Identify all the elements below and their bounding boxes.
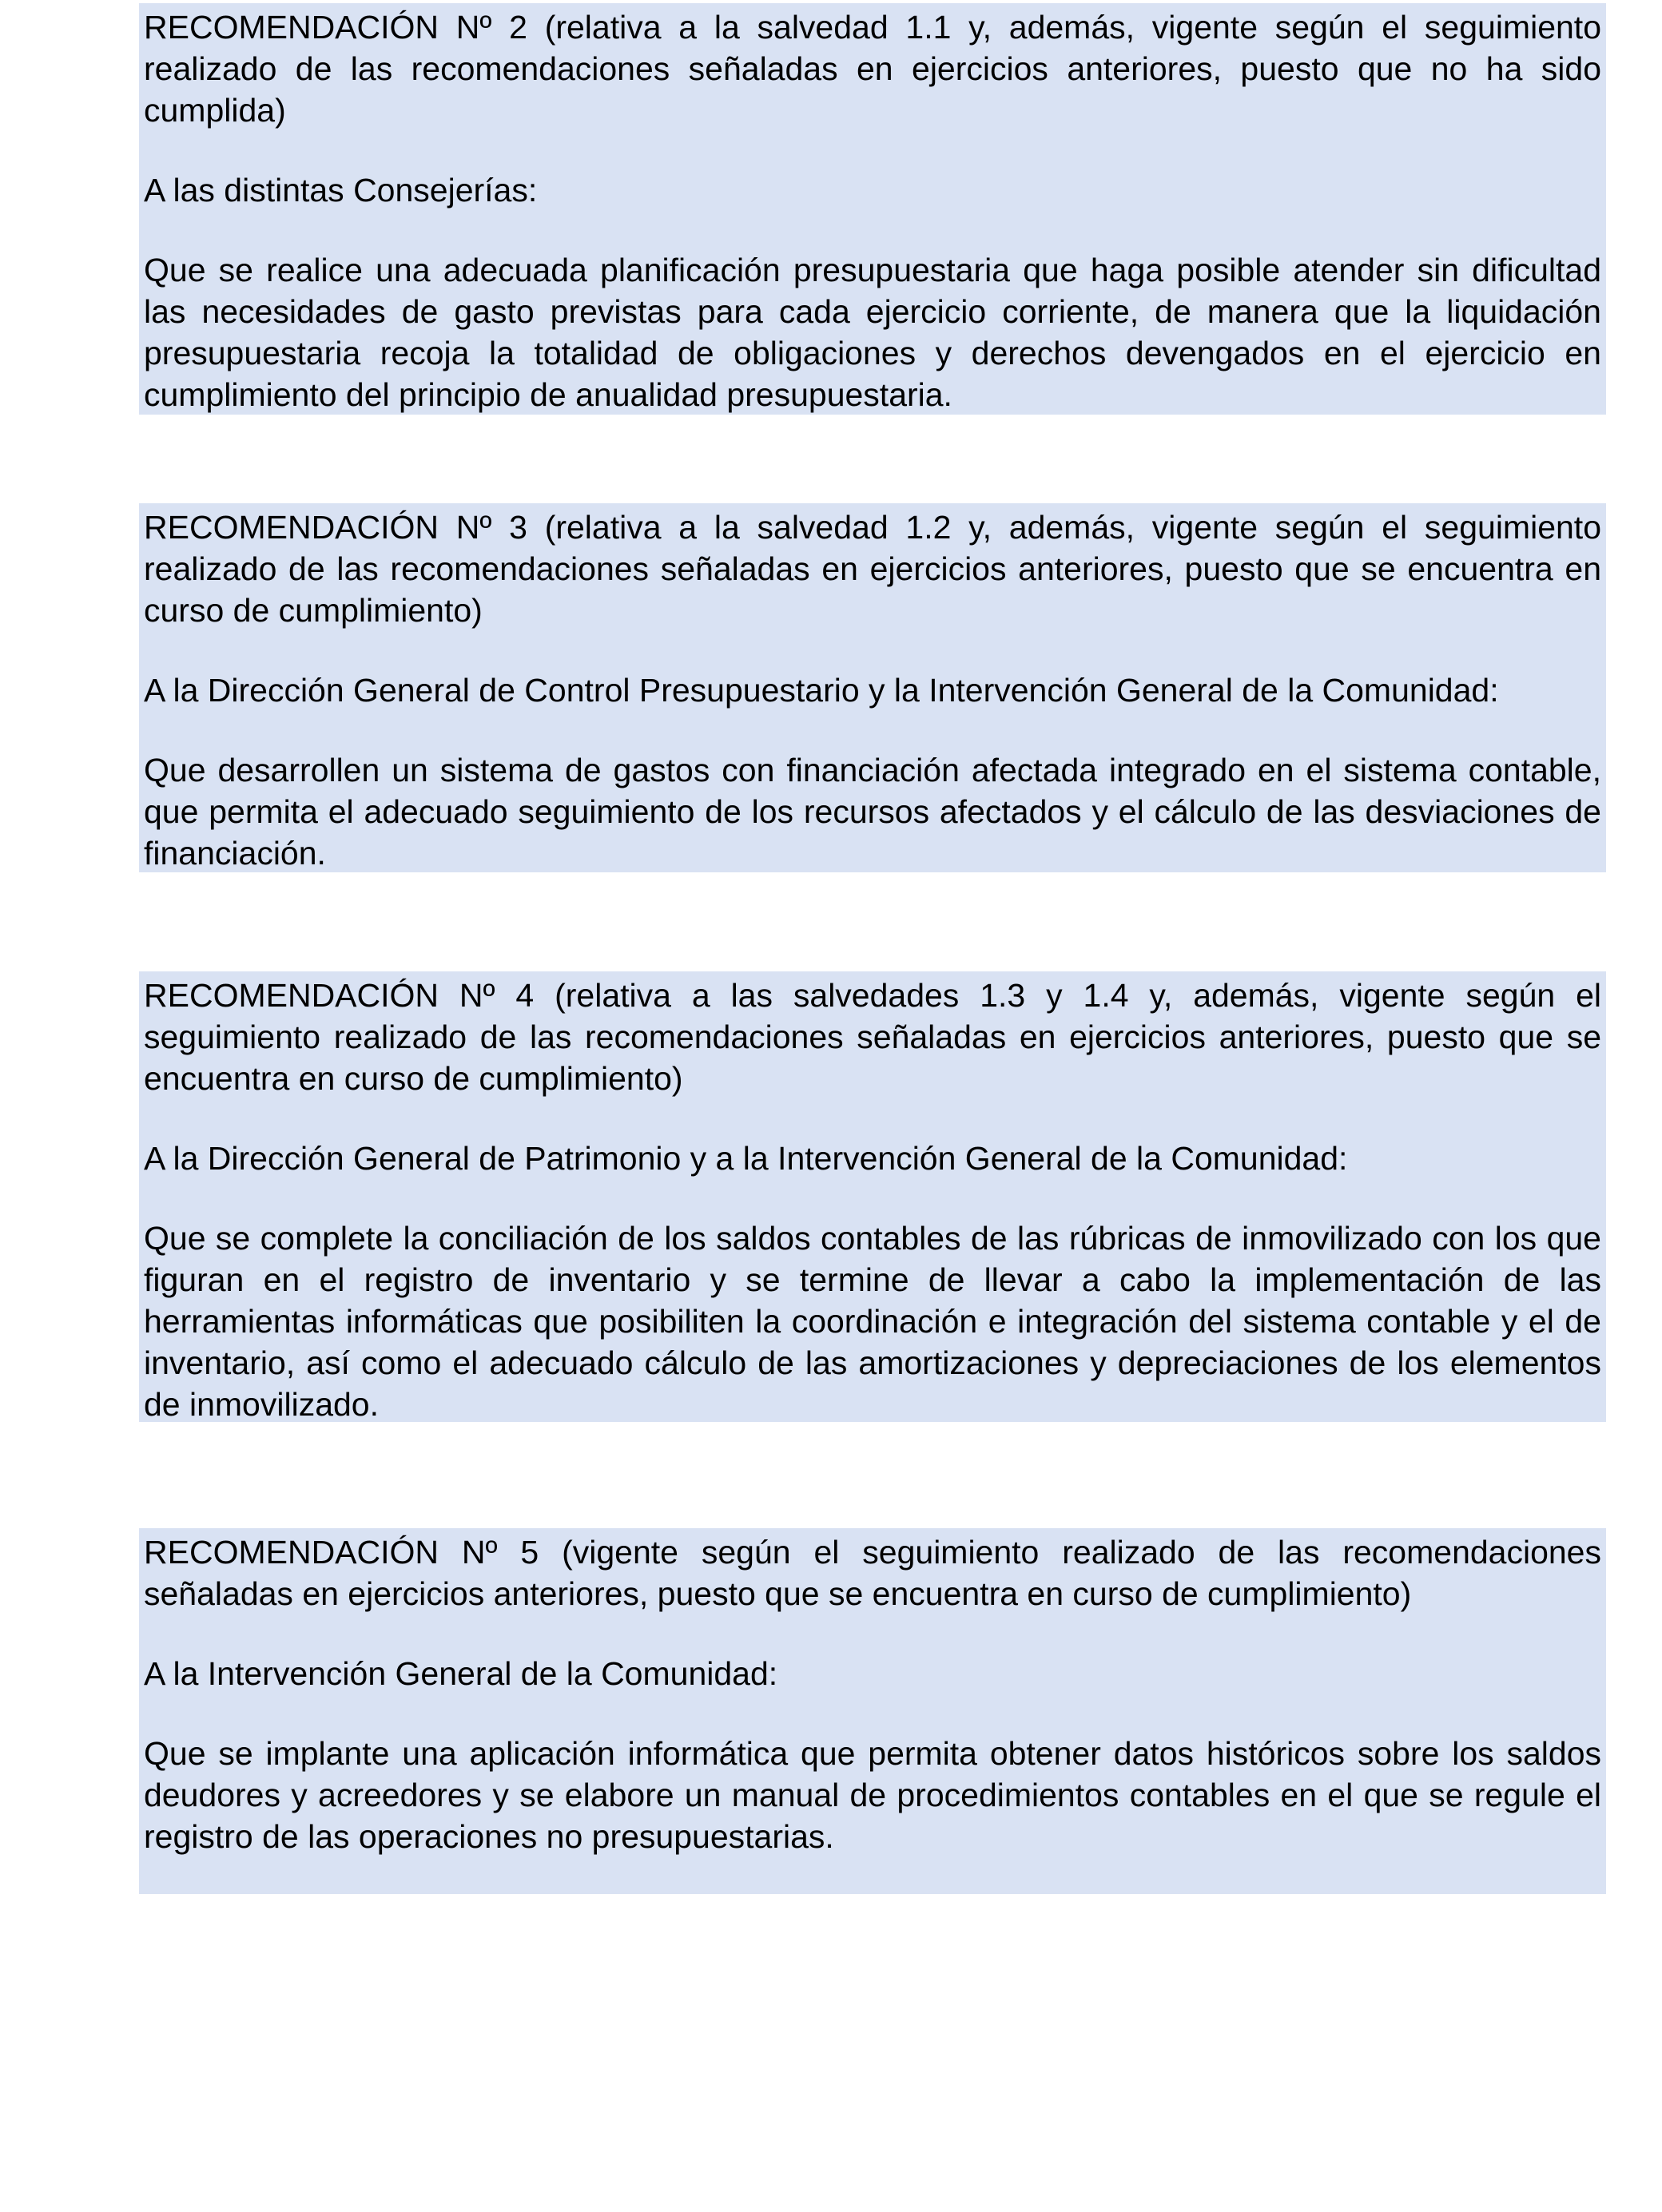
recommendation-heading: RECOMENDACIÓN Nº 5 (vigente según el seguimiento realizado de las recomendaciones señaladas en ejercicios anteriores, puesto que se encuentra en curso de cumplimiento) <box>144 1534 1601 1612</box>
recommendation-body: Que se complete la conciliación de los saldos contables de las rúbricas de inmovilizado con los que figuran en el registro de inventario y se termine de llevar a cabo la implementación de las herramientas informáticas que posibiliten la coordinación e integración del sistema contable y el de inventario, así como el adecuado cálculo de las amortizaciones y depreciaciones de los elementos de inmovilizado. <box>144 1220 1601 1423</box>
recommendation-addressee: A la Dirección General de Control Presupuestario y la Intervención General de la Comunidad: <box>144 672 1499 709</box>
recommendation-body: Que se realice una adecuada planificación presupuestaria que haga posible atender sin dificultad las necesidades de gasto previstas para cada ejercicio corriente, de manera que la liquidación presupuestaria recoja la totalidad de obligaciones y derechos devengados en el ejercicio en cumplimiento del principio de anualidad presupuestaria. <box>144 252 1601 413</box>
recommendation-addressee: A la Intervención General de la Comunidad: <box>144 1655 778 1692</box>
recommendation-addressee: A la Dirección General de Patrimonio y a la Intervención General de la Comunidad: <box>144 1140 1348 1177</box>
recommendation-body: Que desarrollen un sistema de gastos con financiación afectada integrado en el sistema contable, que permita el adecuado seguimiento de los recursos afectados y el cálculo de las desviaciones de financiación. <box>144 752 1601 872</box>
recommendation-heading: RECOMENDACIÓN Nº 4 (relativa a las salvedades 1.3 y 1.4 y, además, vigente según el seguimiento realizado de las recomendaciones señaladas en ejercicios anteriores, puesto que se encuentra en curso de cumplimiento) <box>144 977 1601 1097</box>
recommendation-heading: RECOMENDACIÓN Nº 3 (relativa a la salvedad 1.2 y, además, vigente según el seguimiento realizado de las recomendaciones señaladas en ejercicios anteriores, puesto que se encuentra en curso de cumplimiento) <box>144 509 1601 629</box>
recommendation-3-box <box>139 503 1606 872</box>
recommendation-5-box <box>139 1528 1606 1894</box>
recommendation-body: Que se implante una aplicación informática que permita obtener datos históricos sobre los saldos deudores y acreedores y se elabore un manual de procedimientos contables en el que se regule el registro de las operaciones no presupuestarias. <box>144 1735 1601 1855</box>
recommendation-addressee: A las distintas Consejerías: <box>144 172 538 208</box>
recommendation-4-box <box>139 971 1606 1422</box>
recommendation-heading: RECOMENDACIÓN Nº 2 (relativa a la salvedad 1.1 y, además, vigente según el seguimiento realizado de las recomendaciones señaladas en ejercicios anteriores, puesto que no ha sido cumplida) <box>144 9 1601 129</box>
recommendation-2-box <box>139 3 1606 415</box>
